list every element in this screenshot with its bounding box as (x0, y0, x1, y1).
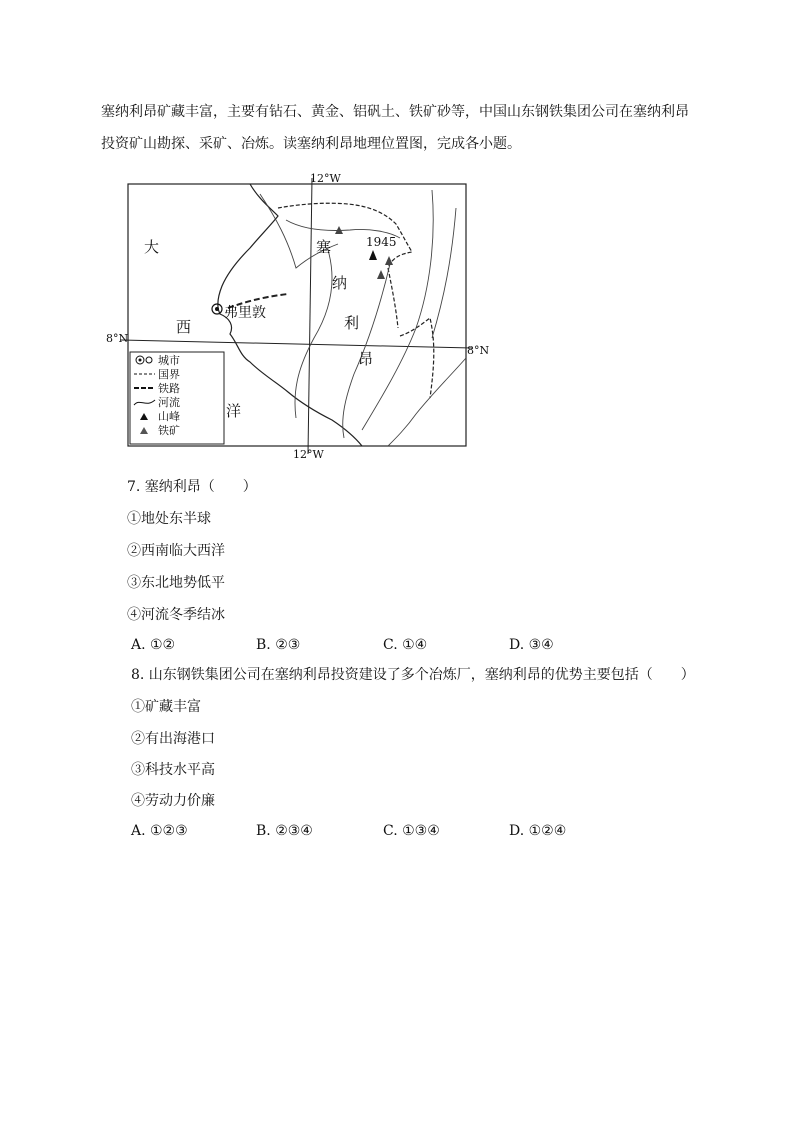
national-border (278, 203, 412, 328)
question-7-option-b[interactable]: B. ②③ (256, 637, 301, 653)
question-8-statement: ②有出海港口 (131, 731, 215, 747)
river (388, 358, 466, 446)
river (432, 208, 456, 338)
question-7-stem: 7. 塞纳利昂（ ） (127, 479, 257, 495)
lon-label-bottom: 12°W (293, 448, 324, 461)
lon-label-top: 12°W (310, 172, 341, 185)
question-7-option-d[interactable]: D. ③④ (509, 637, 554, 653)
question-7-option-a[interactable]: A. ①② (131, 637, 176, 653)
question-8-option-b[interactable]: B. ②③④ (256, 823, 313, 839)
intro-line-2: 投资矿山勘探、采矿、冶炼。读塞纳利昂地理位置图，完成各小题。 (101, 136, 521, 152)
iron-mine-icon (385, 256, 393, 265)
question-7-statement: ④河流冬季结冰 (127, 607, 225, 623)
sierra-leone-map (100, 168, 500, 468)
question-7-statement: ①地处东半球 (127, 511, 211, 527)
lat-label-right: 8°N (467, 344, 490, 357)
question-8-option-c[interactable]: C. ①③④ (383, 823, 440, 839)
question-8-option-d[interactable]: D. ①②④ (509, 823, 567, 839)
legend-label: 铁矿 (158, 424, 180, 437)
legend-label: 河流 (158, 396, 180, 409)
ocean-char: 洋 (226, 402, 242, 420)
ocean-char: 西 (176, 318, 192, 336)
peak-elevation: 1945 (366, 235, 397, 249)
country-char: 塞 (316, 238, 332, 256)
question-8-statement: ①矿藏丰富 (131, 699, 201, 715)
city-name: 弗里敦 (224, 305, 266, 321)
iron-mine-icon (377, 270, 385, 279)
ocean-char: 大 (144, 238, 160, 256)
question-7-option-c[interactable]: C. ①④ (383, 637, 428, 653)
country-char: 昂 (358, 350, 374, 368)
question-7-statement: ③东北地势低平 (127, 575, 225, 591)
river (295, 250, 332, 418)
map-legend (130, 352, 224, 444)
question-8-statement: ④劳动力价廉 (131, 793, 215, 809)
country-char: 利 (344, 314, 360, 332)
legend-label: 铁路 (158, 382, 180, 395)
question-8-option-a[interactable]: A. ①②③ (131, 823, 188, 839)
parallel-8n (120, 340, 472, 348)
legend-label: 山峰 (158, 410, 180, 423)
lat-label-left: 8°N (106, 332, 129, 345)
legend-label: 国界 (158, 368, 180, 381)
question-8-statement: ③科技水平高 (131, 762, 215, 778)
river (362, 190, 433, 430)
peak-icon (369, 250, 377, 260)
meridian-12w (308, 178, 312, 454)
question-8-stem: 8. 山东钢铁集团公司在塞纳利昂投资建设了多个冶炼厂，塞纳利昂的优势主要包括（ ） (131, 667, 695, 683)
legend-label: 城市 (158, 354, 180, 367)
question-7-statement: ②西南临大西洋 (127, 543, 225, 559)
intro-line-1: 塞纳利昂矿藏丰富，主要有钻石、黄金、铝矾土、铁矿砂等，中国山东钢铁集团公司在塞纳利昂 (101, 104, 689, 120)
country-char: 纳 (332, 274, 348, 292)
